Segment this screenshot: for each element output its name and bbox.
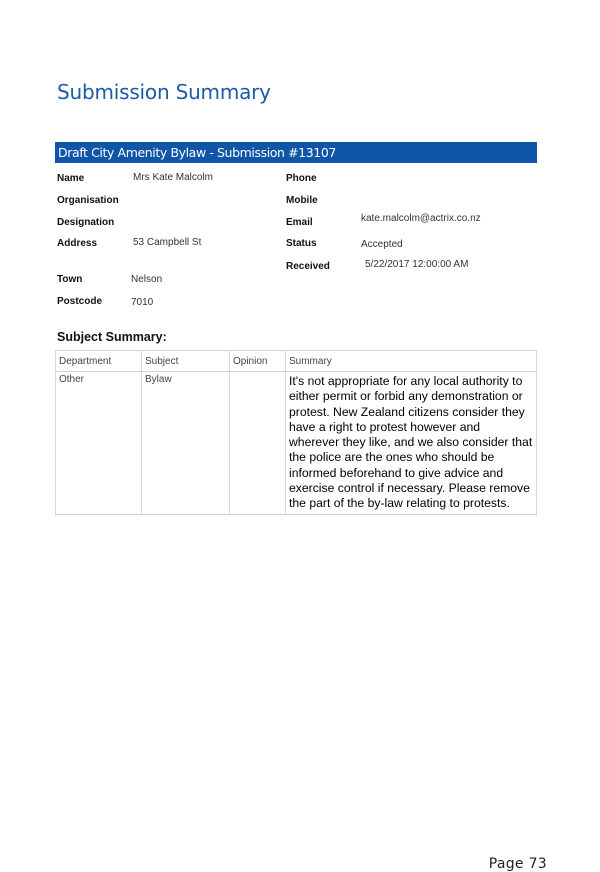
column-header-subject: Subject: [142, 351, 230, 372]
table-header-row: [56, 351, 537, 372]
organisation-label: Organisation: [57, 195, 119, 206]
column-header-department: Department: [56, 351, 142, 372]
subject-cell: Bylaw: [142, 372, 230, 515]
submission-title-bar: Draft City Amenity Bylaw - Submission #13107: [55, 142, 537, 163]
subject-summary-table: [55, 350, 537, 515]
page-title: Submission Summary: [57, 80, 271, 104]
received-label: Received: [286, 261, 330, 272]
column-header-opinion: Opinion: [230, 351, 286, 372]
address-label: Address: [57, 238, 98, 249]
address-value: 53 Campbell St: [133, 237, 202, 248]
opinion-cell: [230, 372, 286, 515]
postcode-value: 7010: [131, 297, 154, 308]
column-header-summary: Summary: [286, 351, 537, 372]
page-number: Page 73: [488, 856, 547, 872]
status-label: Status: [286, 238, 317, 249]
table-row: [56, 372, 537, 515]
mobile-label: Mobile: [286, 195, 318, 206]
designation-label: Designation: [57, 217, 115, 228]
status-value: Accepted: [361, 239, 403, 250]
department-cell: Other: [56, 372, 142, 515]
name-label: Name: [57, 173, 85, 184]
postcode-label: Postcode: [57, 296, 103, 307]
summary-cell: It's not appropriate for any local authority to either permit or forbid any demonstration or protest. New Zealand citizens consider they have a right to protest however and wherever they like, and we also consider that the police are the ones who should be informed beforehand to give advice and exercise control if necessary. Please remove the part of the by-law relating to protests.: [286, 372, 537, 515]
town-label: Town: [57, 274, 83, 285]
email-label: Email: [286, 217, 313, 228]
phone-label: Phone: [286, 173, 317, 184]
received-value: 5/22/2017 12:00:00 AM: [365, 259, 469, 270]
subject-summary-heading: Subject Summary:: [57, 330, 167, 344]
email-value: kate.malcolm@actrix.co.nz: [361, 213, 481, 224]
name-value: Mrs Kate Malcolm: [133, 172, 214, 183]
town-value: Nelson: [131, 274, 163, 285]
